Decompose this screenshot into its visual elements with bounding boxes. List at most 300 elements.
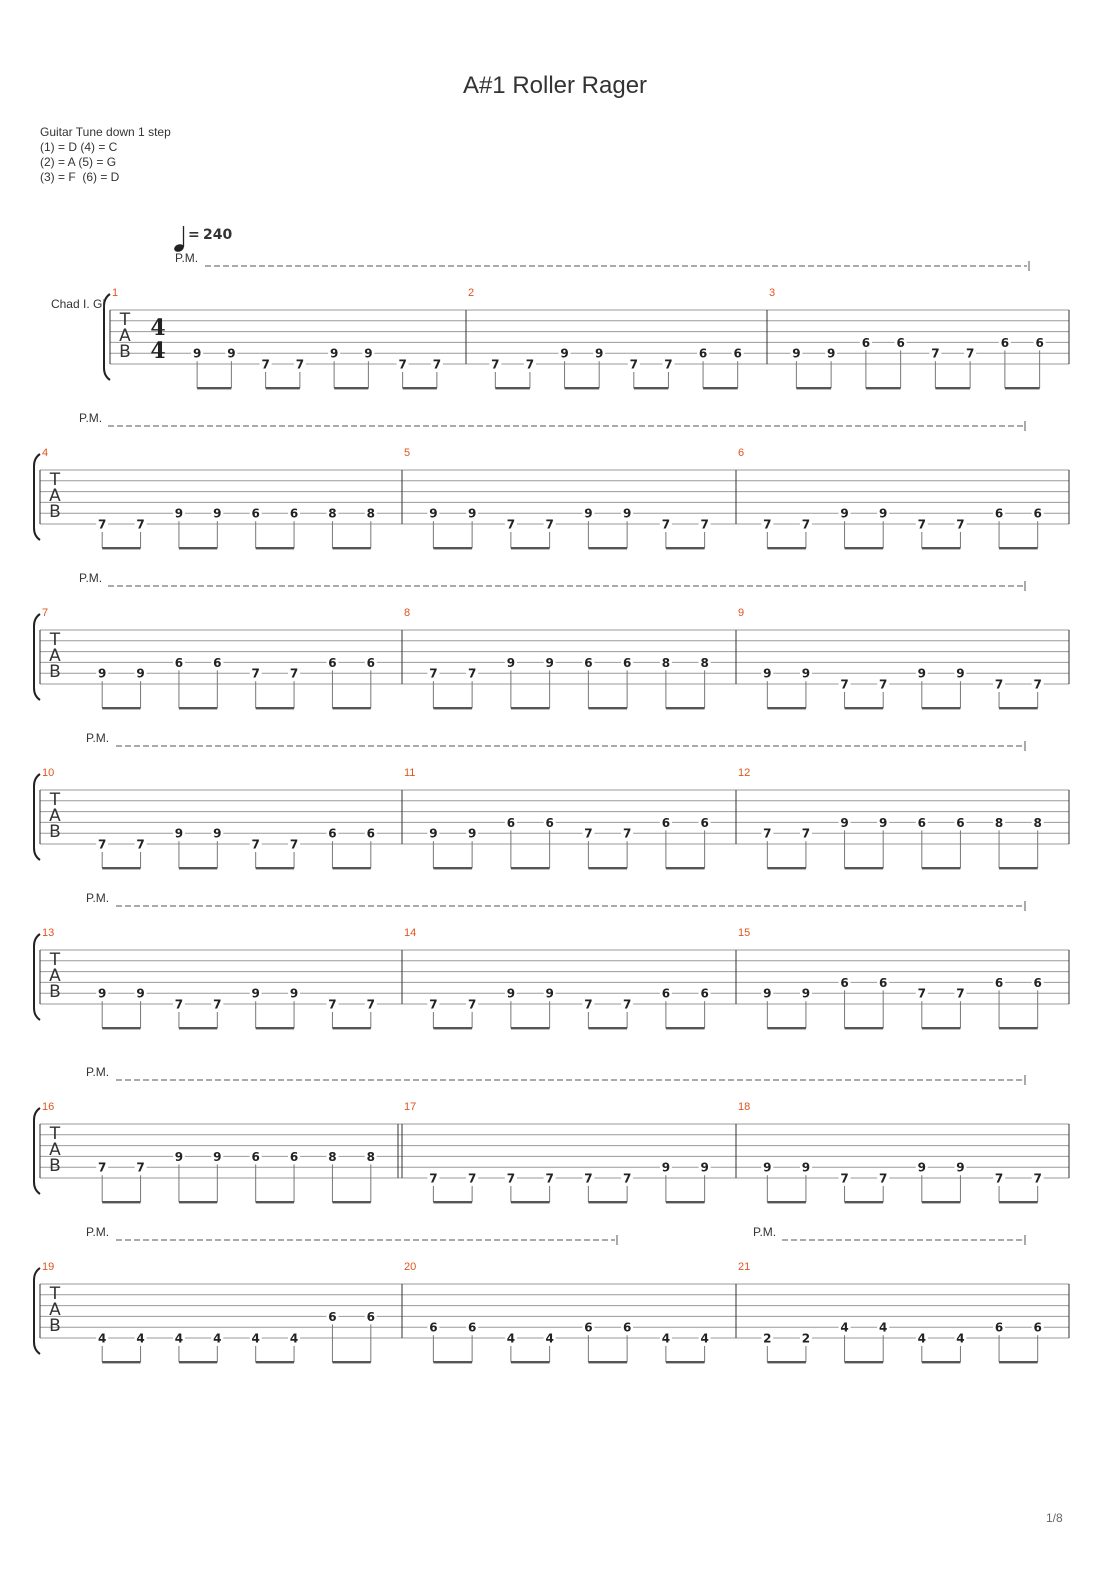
- fret-number: 7: [801, 826, 811, 841]
- beam: [102, 1027, 140, 1029]
- fret-number: 9: [227, 346, 236, 361]
- beam: [588, 1027, 627, 1029]
- fret-number: 9: [917, 1160, 926, 1175]
- tab-clef-letter: B: [49, 822, 61, 842]
- beam: [999, 547, 1038, 549]
- fret-number: 4: [661, 1331, 671, 1346]
- tab-clef-letter: A: [49, 966, 61, 986]
- beam: [511, 867, 550, 869]
- fret-number: 9: [329, 346, 339, 361]
- beam: [433, 1027, 472, 1029]
- fret-number: 7: [801, 517, 811, 532]
- fret-number: 9: [545, 655, 554, 670]
- system-bracket: [34, 1108, 40, 1194]
- beam: [767, 547, 806, 549]
- fret-number: 7: [664, 357, 673, 372]
- fret-number: 6: [467, 1320, 477, 1335]
- fret-number: 6: [366, 826, 375, 841]
- fret-number: 4: [289, 1331, 299, 1346]
- fret-number: 9: [840, 506, 849, 521]
- fret-number: 7: [432, 357, 442, 372]
- fret-number: 7: [467, 666, 477, 681]
- fret-number: 6: [584, 1320, 593, 1335]
- fret-number: 7: [366, 997, 375, 1012]
- fret-number: 7: [584, 1171, 593, 1186]
- beam: [332, 1361, 370, 1363]
- measure-number: 10: [42, 767, 55, 779]
- fret-number: 6: [328, 1309, 337, 1324]
- fret-number: 6: [213, 655, 222, 670]
- fret-number: 8: [366, 1149, 375, 1164]
- fret-number: 6: [698, 346, 708, 361]
- tuning-heading: Guitar Tune down 1 step: [40, 125, 171, 139]
- tab-clef-letter: B: [49, 1156, 61, 1176]
- fret-number: 7: [295, 357, 305, 372]
- fret-number: 4: [545, 1331, 554, 1346]
- fret-number: 7: [429, 997, 438, 1012]
- measure-number: 5: [404, 447, 411, 459]
- fret-number: 9: [251, 986, 260, 1001]
- beam: [666, 1027, 705, 1029]
- beam: [634, 387, 669, 389]
- beam: [334, 387, 368, 389]
- fret-number: 9: [506, 986, 516, 1001]
- instrument-name: Chad I. Gi: [50, 297, 105, 311]
- fret-number: 9: [792, 346, 801, 361]
- beam: [767, 1201, 806, 1203]
- beam: [922, 867, 961, 869]
- fret-number: 6: [1033, 1320, 1042, 1335]
- beam: [332, 1201, 370, 1203]
- measure-number: 12: [738, 767, 751, 779]
- fret-number: 9: [467, 506, 477, 521]
- measure-number: 17: [404, 1101, 417, 1113]
- beam: [666, 1361, 705, 1363]
- beam: [565, 387, 600, 389]
- fret-number: 7: [545, 1171, 554, 1186]
- fret-number: 9: [289, 986, 299, 1001]
- fret-number: 7: [700, 517, 709, 532]
- fret-number: 7: [917, 986, 926, 1001]
- fret-number: 7: [1033, 1171, 1042, 1186]
- tab-clef-letter: T: [49, 790, 61, 810]
- fret-number: 9: [956, 1160, 965, 1175]
- time-signature-bottom: 4: [150, 338, 166, 364]
- fret-number: 8: [328, 1149, 337, 1164]
- fret-number: 9: [136, 986, 145, 1001]
- fret-number: 6: [917, 815, 926, 830]
- fret-number: 6: [1035, 335, 1044, 350]
- fret-number: 6: [289, 1149, 299, 1164]
- fret-number: 6: [956, 815, 965, 830]
- fret-number: 9: [763, 666, 772, 681]
- beam: [102, 867, 140, 869]
- beam: [922, 1201, 961, 1203]
- fret-number: 7: [328, 997, 337, 1012]
- fret-number: 6: [733, 346, 742, 361]
- beam: [102, 707, 140, 709]
- beam: [922, 707, 961, 709]
- palm-mute-label: P.M.: [79, 411, 103, 425]
- beam: [511, 1027, 550, 1029]
- beam: [845, 707, 884, 709]
- system-bracket: [34, 934, 40, 1020]
- tab-clef-letter: A: [49, 486, 61, 506]
- beam: [179, 1201, 217, 1203]
- beam: [102, 1361, 140, 1363]
- fret-number: 9: [622, 506, 632, 521]
- system-bracket: [34, 1268, 40, 1354]
- beam: [256, 707, 294, 709]
- measure-number: 20: [404, 1261, 417, 1273]
- fret-number: 9: [136, 666, 145, 681]
- measure-number: 3: [769, 287, 776, 299]
- fret-number: 7: [467, 997, 477, 1012]
- fret-number: 4: [213, 1331, 222, 1346]
- fret-number: 7: [622, 997, 632, 1012]
- palm-mute-label: P.M.: [753, 1225, 777, 1239]
- fret-number: 7: [98, 517, 107, 532]
- beam: [102, 1201, 140, 1203]
- fret-number: 7: [584, 826, 593, 841]
- beam: [999, 1201, 1038, 1203]
- beam: [999, 707, 1038, 709]
- fret-number: 7: [661, 517, 671, 532]
- fret-number: 9: [840, 815, 849, 830]
- fret-number: 6: [879, 975, 888, 990]
- beam: [845, 547, 884, 549]
- fret-number: 7: [429, 666, 438, 681]
- fret-number: 9: [700, 1160, 709, 1175]
- beam: [256, 1027, 294, 1029]
- fret-number: 9: [213, 826, 222, 841]
- beam: [197, 387, 231, 389]
- palm-mute-label: P.M.: [86, 731, 110, 745]
- beam: [767, 1027, 806, 1029]
- fret-number: 4: [174, 1331, 184, 1346]
- fret-number: 9: [506, 655, 516, 670]
- beam: [102, 547, 140, 549]
- fret-number: 9: [801, 986, 811, 1001]
- fret-number: 6: [545, 815, 554, 830]
- fret-number: 7: [261, 357, 270, 372]
- palm-mute-label: P.M.: [86, 1225, 110, 1239]
- fret-number: 7: [136, 837, 145, 852]
- tab-clef-letter: T: [49, 1124, 61, 1144]
- fret-number: 2: [801, 1331, 811, 1346]
- tab-clef-letter: T: [49, 630, 61, 650]
- fret-number: 6: [622, 655, 632, 670]
- fret-number: 7: [136, 517, 145, 532]
- fret-number: 4: [700, 1331, 709, 1346]
- tab-clef-letter: B: [49, 982, 61, 1002]
- fret-number: 8: [366, 506, 375, 521]
- beam: [666, 547, 705, 549]
- tuning-line: (2) = A (5) = G: [40, 155, 117, 169]
- palm-mute-label: P.M.: [86, 891, 110, 905]
- tab-clef-letter: A: [49, 806, 61, 826]
- beam: [511, 547, 550, 549]
- fret-number: 6: [506, 815, 516, 830]
- fret-number: 7: [840, 677, 849, 692]
- fret-number: 7: [525, 357, 535, 372]
- fret-number: 7: [398, 357, 407, 372]
- beam: [495, 387, 530, 389]
- fret-number: 9: [801, 1160, 811, 1175]
- fret-number: 6: [700, 815, 709, 830]
- fret-number: 7: [879, 1171, 888, 1186]
- fret-number: 9: [879, 506, 888, 521]
- fret-number: 7: [965, 346, 975, 361]
- fret-number: 9: [429, 826, 438, 841]
- measure-number: 19: [42, 1261, 55, 1273]
- beam: [179, 867, 217, 869]
- fret-number: 9: [584, 506, 593, 521]
- fret-number: 6: [622, 1320, 632, 1335]
- beam: [433, 547, 472, 549]
- fret-number: 6: [1033, 506, 1042, 521]
- fret-number: 7: [136, 1160, 145, 1175]
- fret-number: 6: [700, 986, 709, 1001]
- beam: [588, 707, 627, 709]
- fret-number: 9: [98, 986, 107, 1001]
- fret-number: 4: [917, 1331, 926, 1346]
- fret-number: 7: [956, 986, 965, 1001]
- beam: [511, 1201, 550, 1203]
- fret-number: 7: [213, 997, 222, 1012]
- measure-number: 14: [404, 927, 417, 939]
- fret-number: 7: [956, 517, 965, 532]
- fret-number: 8: [700, 655, 709, 670]
- fret-number: 8: [328, 506, 337, 521]
- beam: [256, 547, 294, 549]
- beam: [845, 1361, 884, 1363]
- beam: [666, 867, 705, 869]
- measure-number: 15: [738, 927, 751, 939]
- fret-number: 7: [1033, 677, 1042, 692]
- fret-number: 6: [328, 655, 337, 670]
- fret-number: 6: [174, 655, 184, 670]
- tab-clef-letter: T: [49, 470, 61, 490]
- beam: [588, 1361, 627, 1363]
- fret-number: 7: [251, 837, 260, 852]
- fret-number: 4: [98, 1331, 107, 1346]
- fret-number: 7: [879, 677, 888, 692]
- beam: [433, 1201, 472, 1203]
- fret-number: 4: [506, 1331, 516, 1346]
- fret-number: 9: [661, 1160, 671, 1175]
- measure-number: 6: [738, 447, 745, 459]
- fret-number: 6: [840, 975, 849, 990]
- beam: [1005, 387, 1040, 389]
- beam: [922, 1361, 961, 1363]
- fret-number: 7: [289, 666, 299, 681]
- page-number: 1/8: [1046, 1511, 1063, 1525]
- fret-number: 9: [192, 346, 202, 361]
- fret-number: 6: [289, 506, 299, 521]
- fret-number: 2: [763, 1331, 772, 1346]
- time-signature-top: 4: [150, 315, 166, 341]
- beam: [332, 547, 370, 549]
- beam: [999, 1361, 1038, 1363]
- fret-number: 9: [763, 986, 772, 1001]
- fret-number: 8: [1033, 815, 1042, 830]
- fret-number: 7: [98, 1160, 107, 1175]
- fret-number: 4: [956, 1331, 965, 1346]
- beam: [767, 1361, 806, 1363]
- fret-number: 7: [491, 357, 500, 372]
- beam: [433, 707, 472, 709]
- beam: [666, 1201, 705, 1203]
- tab-clef-letter: B: [49, 1316, 61, 1336]
- measure-number: 9: [738, 607, 745, 619]
- tuning-line: (1) = D (4) = C: [40, 140, 118, 154]
- beam: [666, 707, 705, 709]
- fret-number: 9: [213, 506, 222, 521]
- fret-number: 7: [994, 677, 1004, 692]
- system-bracket: [34, 774, 40, 860]
- measure-number: 2: [468, 287, 475, 299]
- beam: [588, 1201, 627, 1203]
- fret-number: 7: [429, 1171, 438, 1186]
- beam: [256, 1361, 294, 1363]
- tab-clef-letter: A: [49, 1300, 61, 1320]
- fret-number: 9: [595, 346, 604, 361]
- beam: [767, 707, 806, 709]
- palm-mute-label: P.M.: [86, 1065, 110, 1079]
- fret-number: 7: [98, 837, 107, 852]
- fret-number: 6: [994, 1320, 1004, 1335]
- fret-number: 6: [861, 335, 871, 350]
- fret-number: 7: [174, 997, 184, 1012]
- fret-number: 7: [506, 1171, 516, 1186]
- beam: [999, 1027, 1038, 1029]
- fret-number: 8: [994, 815, 1004, 830]
- beam: [935, 387, 970, 389]
- fret-number: 6: [896, 335, 905, 350]
- fret-number: 9: [801, 666, 811, 681]
- fret-number: 6: [994, 506, 1004, 521]
- fret-number: 9: [174, 826, 184, 841]
- tab-clef-letter: B: [49, 662, 61, 682]
- measure-number: 13: [42, 927, 55, 939]
- fret-number: 9: [429, 506, 438, 521]
- fret-number: 9: [174, 506, 184, 521]
- tempo-equals: =: [188, 227, 200, 243]
- beam: [866, 387, 901, 389]
- fret-number: 9: [879, 815, 888, 830]
- tab-clef-letter: B: [49, 502, 61, 522]
- measure-number: 4: [42, 447, 49, 459]
- fret-number: 9: [763, 1160, 772, 1175]
- system-bracket: [34, 454, 40, 540]
- beam: [433, 1361, 472, 1363]
- beam: [588, 547, 627, 549]
- fret-number: 6: [1000, 335, 1010, 350]
- beam: [256, 867, 294, 869]
- fret-number: 9: [98, 666, 107, 681]
- beam: [922, 547, 961, 549]
- fret-number: 9: [467, 826, 477, 841]
- fret-number: 6: [251, 1149, 260, 1164]
- fret-number: 7: [584, 997, 593, 1012]
- fret-number: 4: [879, 1320, 888, 1335]
- beam: [332, 707, 370, 709]
- beam: [999, 867, 1038, 869]
- beam: [511, 1361, 550, 1363]
- system-bracket: [34, 614, 40, 700]
- fret-number: 4: [251, 1331, 260, 1346]
- tab-clef-letter: B: [119, 342, 131, 362]
- fret-number: 7: [289, 837, 299, 852]
- fret-number: 7: [545, 517, 554, 532]
- fret-number: 9: [560, 346, 569, 361]
- fret-number: 4: [840, 1320, 849, 1335]
- fret-number: 4: [136, 1331, 145, 1346]
- fret-number: 7: [251, 666, 260, 681]
- fret-number: 6: [584, 655, 593, 670]
- measure-number: 8: [404, 607, 411, 619]
- score-title: A#1 Roller Rager: [462, 72, 648, 99]
- palm-mute-label: P.M.: [79, 571, 103, 585]
- fret-number: 7: [506, 517, 516, 532]
- fret-number: 6: [366, 655, 375, 670]
- fret-number: 6: [328, 826, 337, 841]
- beam: [845, 1201, 884, 1203]
- beam: [179, 1361, 217, 1363]
- tab-clef-letter: T: [119, 310, 131, 330]
- tab-clef-letter: T: [49, 950, 61, 970]
- beam: [332, 867, 370, 869]
- fret-number: 7: [622, 826, 632, 841]
- fret-number: 6: [366, 1309, 375, 1324]
- fret-number: 7: [917, 517, 926, 532]
- fret-number: 7: [763, 517, 772, 532]
- measure-number: 16: [42, 1101, 55, 1113]
- tuning-line: (3) = F (6) = D: [40, 170, 120, 184]
- beam: [703, 387, 738, 389]
- fret-number: 7: [840, 1171, 849, 1186]
- beam: [796, 387, 831, 389]
- fret-number: 6: [661, 815, 671, 830]
- tab-clef-letter: T: [49, 1284, 61, 1304]
- beam: [179, 1027, 217, 1029]
- fret-number: 7: [994, 1171, 1004, 1186]
- beam: [179, 707, 217, 709]
- fret-number: 7: [931, 346, 940, 361]
- measure-number: 18: [738, 1101, 751, 1113]
- tab-clef-letter: A: [49, 646, 61, 666]
- tab-clef-letter: A: [119, 326, 131, 346]
- fret-number: 6: [994, 975, 1004, 990]
- fret-number: 9: [545, 986, 554, 1001]
- fret-number: 7: [622, 1171, 632, 1186]
- beam: [845, 867, 884, 869]
- measure-number: 7: [42, 607, 49, 619]
- fret-number: 9: [917, 666, 926, 681]
- beam: [179, 547, 217, 549]
- fret-number: 9: [174, 1149, 184, 1164]
- beam: [922, 1027, 961, 1029]
- beam: [588, 867, 627, 869]
- beam: [256, 1201, 294, 1203]
- fret-number: 7: [467, 1171, 477, 1186]
- tab-clef-letter: A: [49, 1140, 61, 1160]
- measure-number: 21: [738, 1261, 751, 1273]
- fret-number: 8: [661, 655, 671, 670]
- fret-number: 9: [213, 1149, 222, 1164]
- fret-number: 6: [251, 506, 260, 521]
